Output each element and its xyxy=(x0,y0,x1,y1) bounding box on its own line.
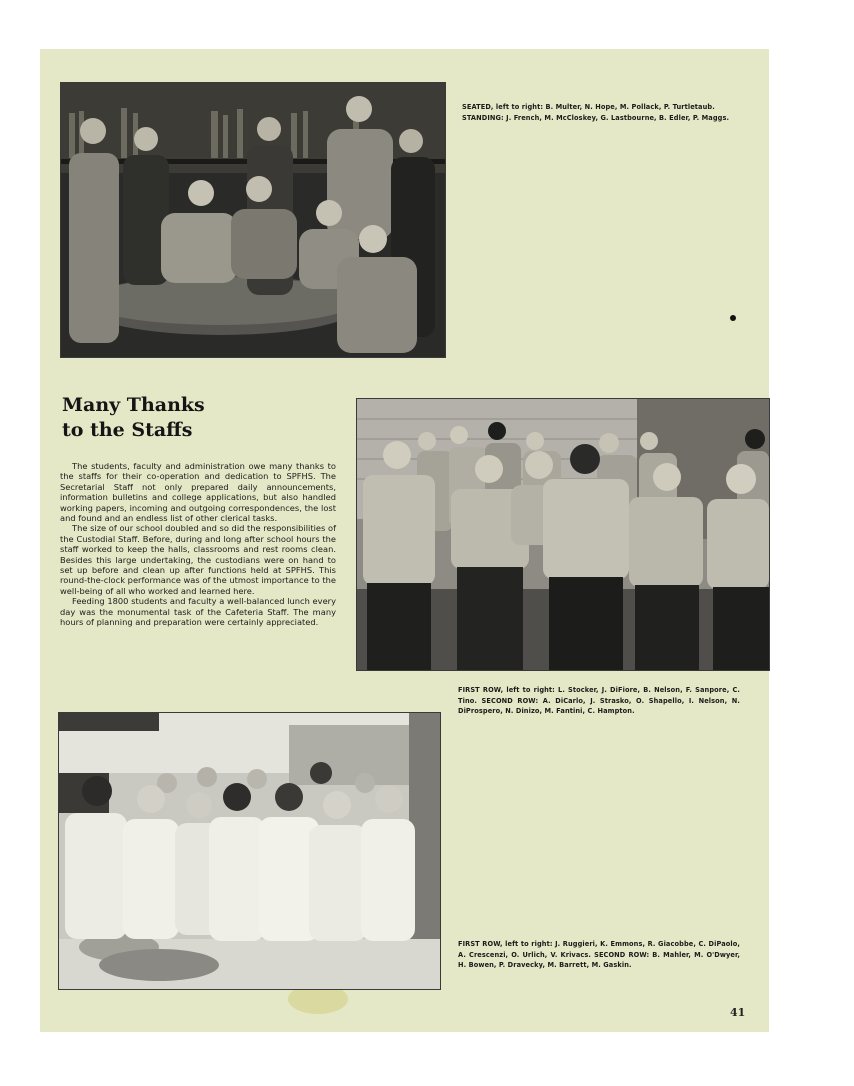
paper-speck xyxy=(730,315,736,321)
caption-line: STANDING: J. French, M. McCloskey, G. Lastbourne, B. Edler, P. Maggs. xyxy=(462,113,730,122)
article-headline xyxy=(62,393,302,443)
cafeteria-staff-photo xyxy=(58,712,441,990)
caption-text: FIRST ROW, left to right: L. Stocker, J. DiFiore, B. Nelson, F. Sanpore, C. Tino. SECOND ROW: A. DiCarlo, J. Strasko, O. Shapello, I. Nelson, N. DiProspero, N. Dinizo, M. Fantini, C. Hampton. xyxy=(458,686,740,716)
body-paragraph: The size of our school doubled and so did the responsibilities of the Custodial Staff. Before, during and long after school hours the staff worked to keep the halls, classrooms and rest rooms clean. Besides this large undertaking, the custodians were on hand to set up before and clean up after functions held at SPFHS. This round-the-clock performance was of the utmost importance to the well-being of all who worked and learned here. xyxy=(60,523,336,596)
article-body xyxy=(60,461,336,628)
page-number: 41 xyxy=(730,1006,746,1019)
secretarial-staff-caption xyxy=(462,102,738,123)
yearbook-page xyxy=(40,49,769,1032)
body-paragraph: Feeding 1800 students and faculty a well-balanced lunch every day was the monumental task of the Cafeteria Staff. The many hours of planning and preparation were certainly appreciated. xyxy=(60,596,336,628)
headline-line-1: Many Thanks xyxy=(62,394,205,416)
body-paragraph: The students, faculty and administration owe many thanks to the staffs for their co-operation and dedication to SPFHS. The Secretarial Staff not only prepared daily announcements, information bulletins and college applications, but also handled working papers, incoming and outgoing correspondences, the lost and found and an endless list of other clerical tasks. xyxy=(60,461,336,524)
caption-text: FIRST ROW, left to right: J. Ruggieri, K. Emmons, R. Giacobbe, C. DiPaolo, A. Crescenzi, O. Urlich, V. Krivacs. SECOND ROW: B. Mahler, M. O'Dwyer, H. Bowen, P. Dravecky, M. Barrett, M. Gaskin. xyxy=(458,940,740,970)
cafeteria-staff-caption xyxy=(458,939,740,971)
secretarial-staff-photo xyxy=(60,82,446,358)
headline-line-2: to the Staffs xyxy=(62,419,193,441)
custodial-staff-caption xyxy=(458,685,740,717)
caption-line: SEATED, left to right: B. Multer, N. Hope, M. Pollack, P. Turtletaub. xyxy=(462,103,715,111)
custodial-staff-photo xyxy=(356,398,770,671)
